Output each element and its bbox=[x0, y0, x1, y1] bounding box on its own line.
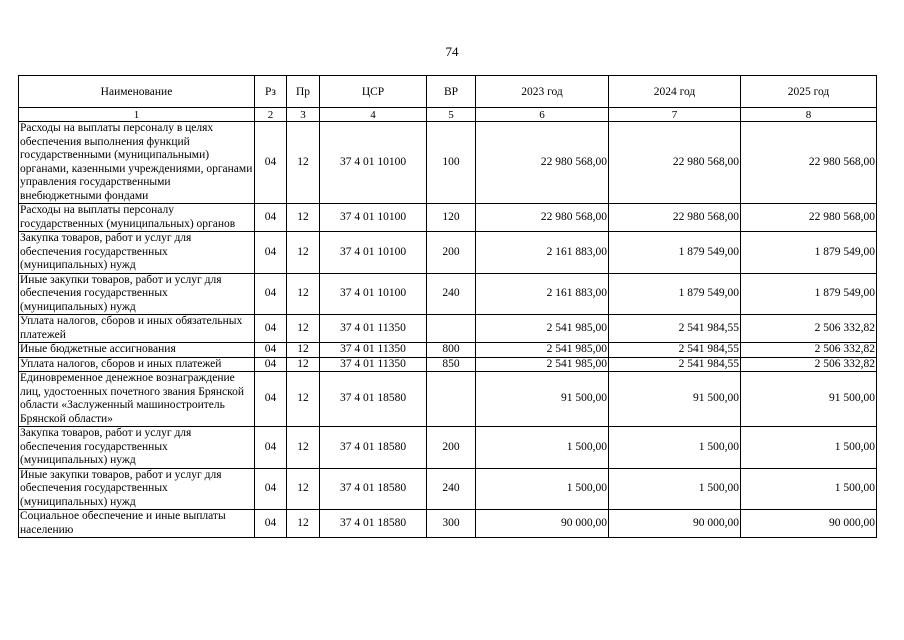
cell-name: Закупка товаров, работ и услуг для обеспечения государственных (муниципальных) нужд bbox=[19, 232, 255, 274]
cell-2023: 90 000,00 bbox=[476, 510, 609, 538]
cell-2024: 1 500,00 bbox=[609, 427, 741, 469]
cell-csr: 37 4 01 18580 bbox=[320, 468, 427, 510]
header-row bbox=[19, 76, 877, 108]
cell-csr: 37 4 01 10100 bbox=[320, 232, 427, 274]
cell-name: Иные бюджетные ассигнования bbox=[19, 343, 255, 358]
table-body bbox=[19, 122, 877, 538]
cell-2024: 22 980 568,00 bbox=[609, 122, 741, 204]
cell-pr: 12 bbox=[287, 232, 320, 274]
cell-csr: 37 4 01 18580 bbox=[320, 510, 427, 538]
cell-csr: 37 4 01 11350 bbox=[320, 343, 427, 358]
cell-2023: 1 500,00 bbox=[476, 468, 609, 510]
cell-rz: 04 bbox=[255, 232, 287, 274]
cell-2023: 2 541 985,00 bbox=[476, 357, 609, 372]
cell-2024: 2 541 984,55 bbox=[609, 343, 741, 358]
cell-pr: 12 bbox=[287, 510, 320, 538]
cell-pr: 12 bbox=[287, 204, 320, 232]
cell-pr: 12 bbox=[287, 122, 320, 204]
column-number: 1 bbox=[19, 108, 255, 122]
header-name: Наименование bbox=[19, 76, 255, 108]
cell-vr: 240 bbox=[427, 468, 476, 510]
cell-2023: 2 541 985,00 bbox=[476, 343, 609, 358]
table-row bbox=[19, 372, 877, 427]
cell-2025: 1 879 549,00 bbox=[741, 232, 877, 274]
cell-2024: 2 541 984,55 bbox=[609, 357, 741, 372]
cell-pr: 12 bbox=[287, 273, 320, 315]
table-row bbox=[19, 315, 877, 343]
cell-2023: 22 980 568,00 bbox=[476, 204, 609, 232]
cell-csr: 37 4 01 18580 bbox=[320, 427, 427, 469]
cell-pr: 12 bbox=[287, 343, 320, 358]
cell-rz: 04 bbox=[255, 372, 287, 427]
column-number: 8 bbox=[741, 108, 877, 122]
cell-2024: 91 500,00 bbox=[609, 372, 741, 427]
cell-2025: 2 506 332,82 bbox=[741, 343, 877, 358]
table-row bbox=[19, 510, 877, 538]
cell-2025: 2 506 332,82 bbox=[741, 315, 877, 343]
table-row bbox=[19, 232, 877, 274]
header-2023: 2023 год bbox=[476, 76, 609, 108]
header-pr: Пр bbox=[287, 76, 320, 108]
budget-table bbox=[18, 75, 877, 538]
cell-2024: 1 879 549,00 bbox=[609, 273, 741, 315]
table-row bbox=[19, 122, 877, 204]
cell-rz: 04 bbox=[255, 510, 287, 538]
cell-2024: 2 541 984,55 bbox=[609, 315, 741, 343]
cell-rz: 04 bbox=[255, 468, 287, 510]
header-vr: ВР bbox=[427, 76, 476, 108]
cell-csr: 37 4 01 10100 bbox=[320, 204, 427, 232]
column-number: 5 bbox=[427, 108, 476, 122]
header-rz: Рз bbox=[255, 76, 287, 108]
cell-name: Единовременное денежное вознаграждение лиц, удостоенных почетного звания Брянской области «Заслуженный машиностроитель Брянской области» bbox=[19, 372, 255, 427]
cell-vr: 100 bbox=[427, 122, 476, 204]
cell-2023: 2 161 883,00 bbox=[476, 273, 609, 315]
cell-pr: 12 bbox=[287, 372, 320, 427]
cell-2025: 2 506 332,82 bbox=[741, 357, 877, 372]
cell-name: Иные закупки товаров, работ и услуг для обеспечения государственных (муниципальных) нужд bbox=[19, 273, 255, 315]
cell-2023: 2 161 883,00 bbox=[476, 232, 609, 274]
cell-2025: 91 500,00 bbox=[741, 372, 877, 427]
table-row bbox=[19, 343, 877, 358]
cell-rz: 04 bbox=[255, 343, 287, 358]
header-2025: 2025 год bbox=[741, 76, 877, 108]
cell-vr: 300 bbox=[427, 510, 476, 538]
cell-pr: 12 bbox=[287, 357, 320, 372]
cell-2023: 22 980 568,00 bbox=[476, 122, 609, 204]
cell-vr: 850 bbox=[427, 357, 476, 372]
cell-csr: 37 4 01 11350 bbox=[320, 315, 427, 343]
cell-name: Уплата налогов, сборов и иных обязательных платежей bbox=[19, 315, 255, 343]
cell-vr: 120 bbox=[427, 204, 476, 232]
cell-rz: 04 bbox=[255, 122, 287, 204]
column-number: 7 bbox=[609, 108, 741, 122]
cell-vr: 200 bbox=[427, 232, 476, 274]
cell-pr: 12 bbox=[287, 315, 320, 343]
cell-rz: 04 bbox=[255, 204, 287, 232]
cell-2024: 1 879 549,00 bbox=[609, 232, 741, 274]
column-number: 2 bbox=[255, 108, 287, 122]
page-number: 74 bbox=[445, 44, 459, 59]
column-number: 4 bbox=[320, 108, 427, 122]
cell-name: Расходы на выплаты персоналу в целях обеспечения выполнения функций государственными (муниципальными) органами, казенными учреждениями, органами управления государственными внебюджетными фондами bbox=[19, 122, 255, 204]
cell-pr: 12 bbox=[287, 468, 320, 510]
cell-rz: 04 bbox=[255, 427, 287, 469]
cell-csr: 37 4 01 18580 bbox=[320, 372, 427, 427]
cell-2023: 2 541 985,00 bbox=[476, 315, 609, 343]
table-row bbox=[19, 357, 877, 372]
table-row bbox=[19, 204, 877, 232]
cell-vr bbox=[427, 372, 476, 427]
cell-2023: 91 500,00 bbox=[476, 372, 609, 427]
table-row bbox=[19, 427, 877, 469]
cell-name: Социальное обеспечение и иные выплаты населению bbox=[19, 510, 255, 538]
cell-2024: 1 500,00 bbox=[609, 468, 741, 510]
cell-name: Иные закупки товаров, работ и услуг для обеспечения государственных (муниципальных) нужд bbox=[19, 468, 255, 510]
cell-2025: 1 879 549,00 bbox=[741, 273, 877, 315]
cell-2025: 1 500,00 bbox=[741, 427, 877, 469]
cell-csr: 37 4 01 11350 bbox=[320, 357, 427, 372]
column-number: 6 bbox=[476, 108, 609, 122]
header-csr: ЦСР bbox=[320, 76, 427, 108]
cell-rz: 04 bbox=[255, 315, 287, 343]
cell-vr: 240 bbox=[427, 273, 476, 315]
cell-2025: 22 980 568,00 bbox=[741, 122, 877, 204]
cell-vr: 200 bbox=[427, 427, 476, 469]
column-number: 3 bbox=[287, 108, 320, 122]
cell-2023: 1 500,00 bbox=[476, 427, 609, 469]
column-number-row bbox=[19, 108, 877, 122]
cell-pr: 12 bbox=[287, 427, 320, 469]
cell-2025: 1 500,00 bbox=[741, 468, 877, 510]
table-row bbox=[19, 468, 877, 510]
cell-csr: 37 4 01 10100 bbox=[320, 122, 427, 204]
cell-rz: 04 bbox=[255, 273, 287, 315]
cell-name: Уплата налогов, сборов и иных платежей bbox=[19, 357, 255, 372]
cell-2024: 22 980 568,00 bbox=[609, 204, 741, 232]
cell-2025: 90 000,00 bbox=[741, 510, 877, 538]
cell-name: Расходы на выплаты персоналу государственных (муниципальных) органов bbox=[19, 204, 255, 232]
cell-vr bbox=[427, 315, 476, 343]
cell-2025: 22 980 568,00 bbox=[741, 204, 877, 232]
cell-2024: 90 000,00 bbox=[609, 510, 741, 538]
cell-rz: 04 bbox=[255, 357, 287, 372]
header-2024: 2024 год bbox=[609, 76, 741, 108]
cell-vr: 800 bbox=[427, 343, 476, 358]
cell-name: Закупка товаров, работ и услуг для обеспечения государственных (муниципальных) нужд bbox=[19, 427, 255, 469]
cell-csr: 37 4 01 10100 bbox=[320, 273, 427, 315]
table-row bbox=[19, 273, 877, 315]
